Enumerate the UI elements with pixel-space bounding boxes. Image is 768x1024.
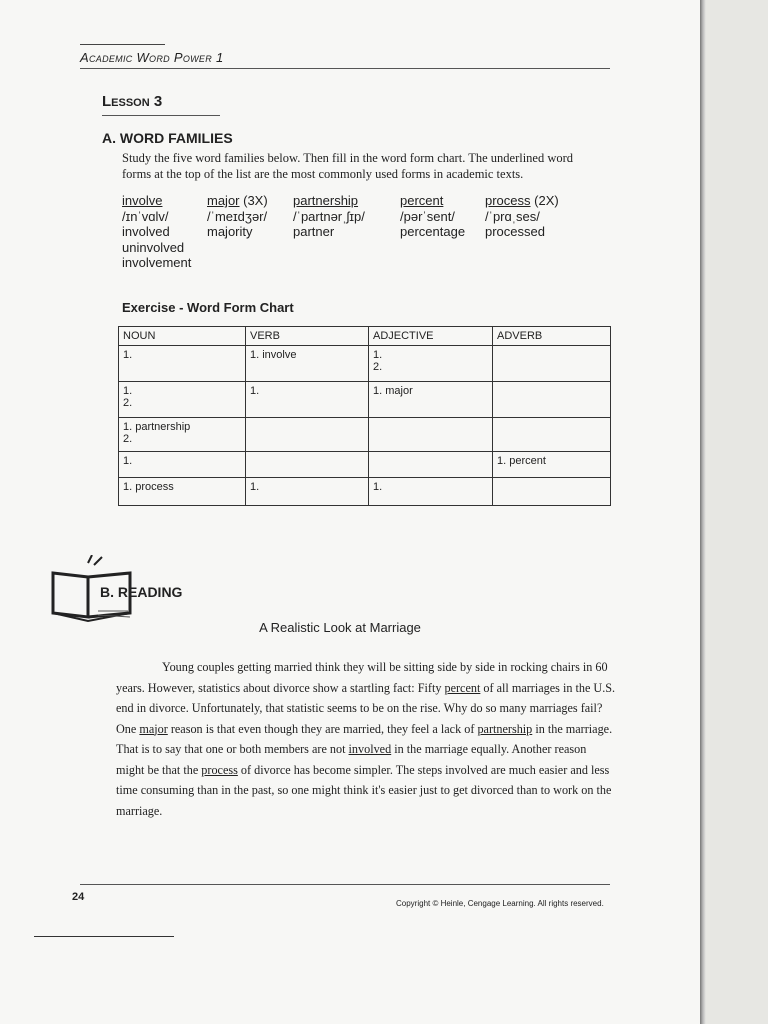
table-cell: [369, 418, 493, 452]
headword-frequency: (3X): [239, 193, 268, 208]
headword-frequency: (2X): [530, 193, 559, 208]
copyright-notice: Copyright © Heinle, Cengage Learning. All rights reserved.: [396, 899, 604, 908]
word-family-head: [485, 193, 559, 209]
column-header: ADJECTIVE: [369, 327, 493, 346]
word-form: involvement: [122, 255, 192, 270]
cell-text: 2.: [123, 397, 133, 409]
instructions: Study the five word families below. Then fill in the word form chart. The underlined word forms at the top of the list are the most commonly used forms in academic texts.: [122, 151, 574, 181]
table-cell: [119, 382, 246, 418]
cell-text: 1.: [123, 455, 133, 467]
table-cell: [246, 346, 369, 382]
headword: partnership: [293, 193, 359, 208]
passage-text: Young couples getting married think they will be sitting side by side in rocking chairs in 60 years. However, statistics about divorce show a startling fact: Fifty: [116, 660, 608, 695]
word-form: processed: [485, 224, 545, 239]
column-header: VERB: [246, 327, 369, 346]
headword: percent: [400, 193, 444, 208]
passage-paragraph: [116, 657, 616, 821]
section-a-title: A. WORD FAMILIES: [102, 130, 233, 146]
table-cell: [369, 346, 493, 382]
table-row: [119, 418, 611, 452]
passage-text: of divorce has become simpler. The steps involved are much easier and less time consuming than in the past, so one might think it's easier just to get divorced than to work on the marriage.: [116, 762, 612, 818]
bottom-rule: [34, 936, 174, 937]
reading-passage: [116, 657, 616, 821]
cell-text: 1.: [250, 385, 260, 397]
cell-text: 1.: [123, 385, 133, 397]
table-row: [119, 346, 611, 382]
column-header: NOUN: [119, 327, 246, 346]
word-family-head: [122, 193, 191, 209]
chart-header-row: [119, 327, 611, 346]
chart-body: [119, 346, 611, 506]
table-cell: [493, 382, 611, 418]
passage-text: reason is that even though they are married, they feel a lack of: [167, 721, 478, 736]
table-row: [119, 452, 611, 478]
header-rule: [80, 68, 610, 69]
table-cell: [246, 478, 369, 506]
table-cell: [119, 452, 246, 478]
cell-text: 1. major: [373, 385, 413, 397]
cell-text: 1. process: [123, 481, 174, 493]
lesson-rule: [102, 115, 220, 116]
table-cell: [493, 346, 611, 382]
passage-text: in the marriage equally. Another reason might be that the: [116, 742, 587, 777]
word-family-column: [122, 193, 191, 271]
passage-text: of all marriages in the U.S. end in divorce. Unfortunately, that statistic seems to be on the rise. Why do so many marriages fail? One: [116, 680, 616, 736]
book-title: Academic Word Power 1: [80, 50, 224, 65]
word-family-column: [207, 193, 268, 240]
word-family-head: [293, 193, 365, 209]
cell-text: 1. percent: [497, 455, 546, 467]
table-cell: [493, 452, 611, 478]
headword: major: [207, 193, 240, 208]
academic-word: percent: [444, 680, 481, 695]
cell-text: 1.: [123, 349, 133, 361]
table-cell: [119, 418, 246, 452]
academic-word: process: [201, 762, 238, 777]
word-form: percentage: [400, 224, 466, 239]
pronunciation: /ˈmeɪdʒər/: [207, 208, 268, 224]
cell-text: 1. partnership: [123, 421, 191, 433]
cell-text: 2.: [123, 433, 133, 445]
cell-text: 1.: [250, 481, 260, 493]
cell-text: 1. involve: [250, 349, 297, 361]
table-row: [119, 478, 611, 506]
academic-word: major: [139, 721, 168, 736]
table-cell: [246, 382, 369, 418]
pronunciation: /ˈpartnərˌʃɪp/: [293, 208, 365, 224]
cell-text: 1.: [373, 349, 383, 361]
word-family-head: [400, 193, 465, 209]
exercise-title: Exercise - Word Form Chart: [122, 300, 294, 315]
table-cell: [369, 382, 493, 418]
word-family-column: [400, 193, 465, 240]
table-cell: [493, 418, 611, 452]
academic-word: involved: [348, 742, 392, 756]
word-form: majority: [207, 224, 253, 239]
pronunciation: /pərˈsent/: [400, 208, 455, 224]
word-family-head: [207, 193, 268, 209]
table-cell: [369, 452, 493, 478]
reading-title: A Realistic Look at Marriage: [259, 620, 421, 635]
table-cell: [119, 346, 246, 382]
footer-rule: [80, 884, 610, 885]
scan-margin: [706, 0, 768, 1024]
table-cell: [119, 478, 246, 506]
lesson-title: Lesson 3: [102, 93, 163, 110]
word-form: involved: [122, 224, 170, 239]
word-form: uninvolved: [122, 239, 185, 255]
headword: process: [485, 193, 531, 208]
word-family-column: [293, 193, 365, 240]
table-cell: [493, 478, 611, 506]
passage-text: in the marriage. That is to say that one or both members are not: [116, 721, 613, 756]
header-top-rule: [80, 44, 165, 45]
table-cell: [369, 478, 493, 506]
word-form: partner: [293, 224, 335, 239]
section-b-title: B. READING: [100, 584, 183, 600]
academic-word: partnership: [477, 721, 533, 736]
pronunciation: /ɪnˈvɑlv/: [122, 208, 169, 224]
page-number: 24: [72, 891, 85, 903]
pronunciation: /ˈprɑˌses/: [485, 208, 540, 224]
cell-text: 2.: [373, 361, 383, 373]
column-header: ADVERB: [493, 327, 611, 346]
headword: involve: [122, 193, 163, 208]
word-family-column: [485, 193, 559, 240]
table-cell: [246, 418, 369, 452]
word-form-chart: [118, 326, 611, 506]
table-cell: [246, 452, 369, 478]
table-row: [119, 382, 611, 418]
cell-text: 1.: [373, 481, 383, 493]
